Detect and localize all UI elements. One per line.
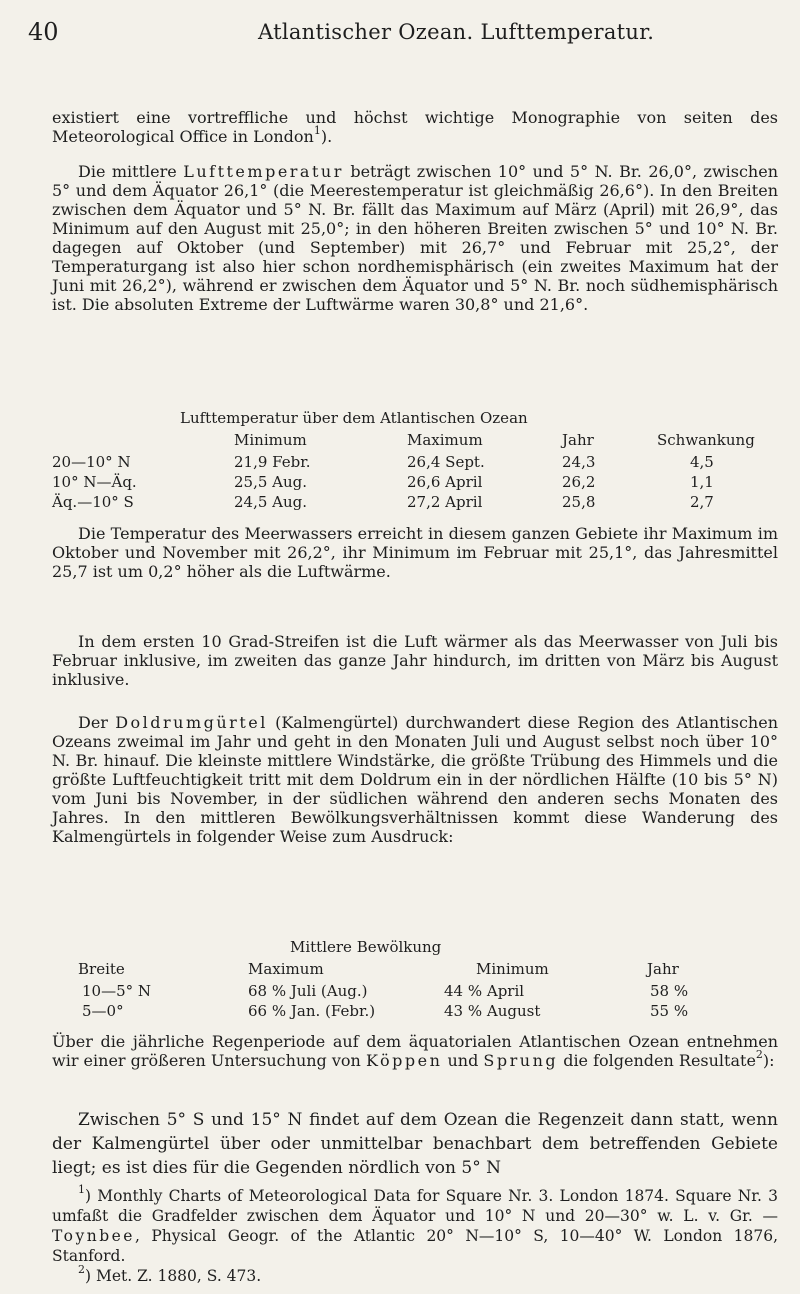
table-cell: 24,5 Aug. bbox=[234, 493, 308, 511]
table-cell: 26,6 April bbox=[407, 473, 483, 491]
table-cell: 20—10° N bbox=[52, 453, 131, 471]
running-title: Atlantischer Ozean. Lufttemperatur. bbox=[258, 20, 655, 44]
table-cell: 4,5 bbox=[690, 453, 714, 471]
emphasis-author: Toynbee bbox=[52, 1227, 135, 1245]
emphasis-term: Doldrumgürtel bbox=[115, 713, 268, 732]
table-cell: 55 % bbox=[650, 1002, 689, 1020]
page-header bbox=[28, 18, 780, 54]
table-cell: 10° N—Äq. bbox=[52, 473, 137, 491]
paragraph-rain-zone: Zwischen 5° S und 15° N findet auf dem Ozean die Regenzeit dann statt, wenn der Kalmengürtel über oder unmittelbar benachbart dem betreffenden Gebiete liegt; es ist dies für die Gegenden nördlich von 5° N bbox=[52, 1110, 778, 1178]
paragraph-doldrum: Der Doldrumgürtel (Kalmengürtel) durchwandert diese Region des Atlantischen Ozeans zweimal im Jahr und geht in den Monaten Juli und August selbst noch über 10° N. Br. hinauf. Die kleinste mittlere Windstärke, die größte Trübung des Himmels und die größte Luftfeuchtigkeit tritt mit dem Doldrum ein in der nördlichen Hälfte (10 bis 5° N) vom Juni bis November, in der südlichen während den anderen sechs Monaten des Jahres. In den mittleren Bewölkungsverhältnissen kommt diese Wanderung des Kalmengürtels in folgender Weise zum Ausdruck: bbox=[52, 713, 778, 846]
table-cell: Äq.—10° S bbox=[52, 493, 134, 511]
table-cell: 68 % Juli (Aug.) bbox=[248, 982, 368, 1000]
paragraph-monograph: existiert eine vortreffliche und höchst wichtige Monographie von seiten des Meteorological Office in London$^1$). bbox=[52, 108, 778, 146]
emphasis-term: Lufttemperatur bbox=[183, 162, 344, 181]
column-header: Jahr bbox=[562, 431, 594, 449]
table-title: Mittlere Bewölkung bbox=[290, 938, 442, 956]
footnote: $^1$) Monthly Charts of Meteorological Data for Square Nr. 3. London 1874. Square Nr. 3 umfaßt die Gradfelder zwischen dem Äquator und 10° N und 20—30° w. L. v. Gr. — Toynbee, Physical Geogr. of the Atlantic 20° N—10° S, 10—40° W. London 1876, Stanford. bbox=[52, 1183, 778, 1265]
table-cell: 27,2 April bbox=[407, 493, 483, 511]
column-header: Maximum bbox=[407, 431, 483, 449]
column-header: Breite bbox=[78, 960, 125, 978]
footnotes bbox=[52, 1183, 778, 1286]
table-cell: 66 % Jan. (Febr.) bbox=[248, 1002, 376, 1020]
table-cell: 25,8 bbox=[562, 493, 596, 511]
table-cell: 25,5 Aug. bbox=[234, 473, 308, 491]
emphasis-author: Sprung bbox=[483, 1051, 559, 1070]
paragraph-text: existiert eine vortreffliche und höchst wichtige Monographie von seiten des Meteorological Office in London bbox=[52, 108, 778, 146]
table-cell: 2,7 bbox=[690, 493, 714, 511]
emphasis-author: Köppen bbox=[365, 1051, 443, 1070]
table-cell: 44 % April bbox=[444, 982, 525, 1000]
column-header: Maximum bbox=[248, 960, 324, 978]
table-cell: 43 % August bbox=[444, 1002, 541, 1020]
footnote-ref: 2 bbox=[755, 1048, 763, 1061]
footnote-ref: 1 bbox=[313, 124, 321, 137]
column-header: Minimum bbox=[234, 431, 307, 449]
page-number: 40 bbox=[28, 18, 59, 46]
table-cell: 26,2 bbox=[562, 473, 596, 491]
paragraph-rain-period: Über die jährliche Regenperiode auf dem äquatorialen Atlantischen Ozean entnehmen wir einer größeren Untersuchung von Köppen und Sprung die folgenden Resultate$^2$): bbox=[52, 1032, 778, 1070]
table-cell: 5—0° bbox=[82, 1002, 124, 1020]
table-cell: 10—5° N bbox=[82, 982, 152, 1000]
table-title: Lufttemperatur über dem Atlantischen Ozean bbox=[180, 409, 528, 427]
paragraph-sea-temperature: Die Temperatur des Meerwassers erreicht in diesem ganzen Gebiete ihr Maximum im Oktober und November mit 26,2°, ihr Minimum im Februar mit 25,1°, das Jahresmittel 25,7 ist um 0,2° höher als die Luftwärme. bbox=[52, 524, 778, 581]
footnote: $^2$) Met. Z. 1880, S. 473. bbox=[78, 1263, 262, 1285]
air-temperature-table bbox=[52, 408, 778, 511]
cloudiness-table bbox=[52, 937, 778, 1023]
table-cell: 26,4 Sept. bbox=[407, 453, 485, 471]
table-cell: 24,3 bbox=[562, 453, 596, 471]
column-header: Schwankung bbox=[657, 431, 755, 449]
table-cell: 1,1 bbox=[690, 473, 714, 491]
paragraph-grad-streifen: In dem ersten 10 Grad-Streifen ist die Luft wärmer als das Meerwasser von Juli bis Februar inklusive, im zweiten das ganze Jahr hindurch, im dritten von März bis August inklusive. bbox=[52, 632, 778, 689]
paragraph-air-temperature: Die mittlere Lufttemperatur beträgt zwischen 10° und 5° N. Br. 26,0°, zwischen 5° und dem Äquator 26,1° (die Meerestemperatur ist gleichmäßig 26,6°). In den Breiten zwischen dem Äquator und 5° N. Br. fällt das Maximum auf März (April) mit 26,9°, das Minimum auf den August mit 25,0°; in den höheren Breiten zwischen 5° und 10° N. Br. dagegen auf Oktober (und September) mit 26,7° und Februar mit 25,2°, der Temperaturgang ist also hier schon nordhemisphärisch (ein zweites Maximum hat der Juni mit 26,2°), während er zwischen dem Äquator und 5° N. Br. noch südhemisphärisch ist. Die absoluten Extreme der Luftwärme waren 30,8° und 21,6°. bbox=[52, 162, 779, 314]
column-header: Minimum bbox=[476, 960, 549, 978]
table-cell: 58 % bbox=[650, 982, 689, 1000]
table-cell: 21,9 Febr. bbox=[234, 453, 311, 471]
column-header: Jahr bbox=[647, 960, 679, 978]
